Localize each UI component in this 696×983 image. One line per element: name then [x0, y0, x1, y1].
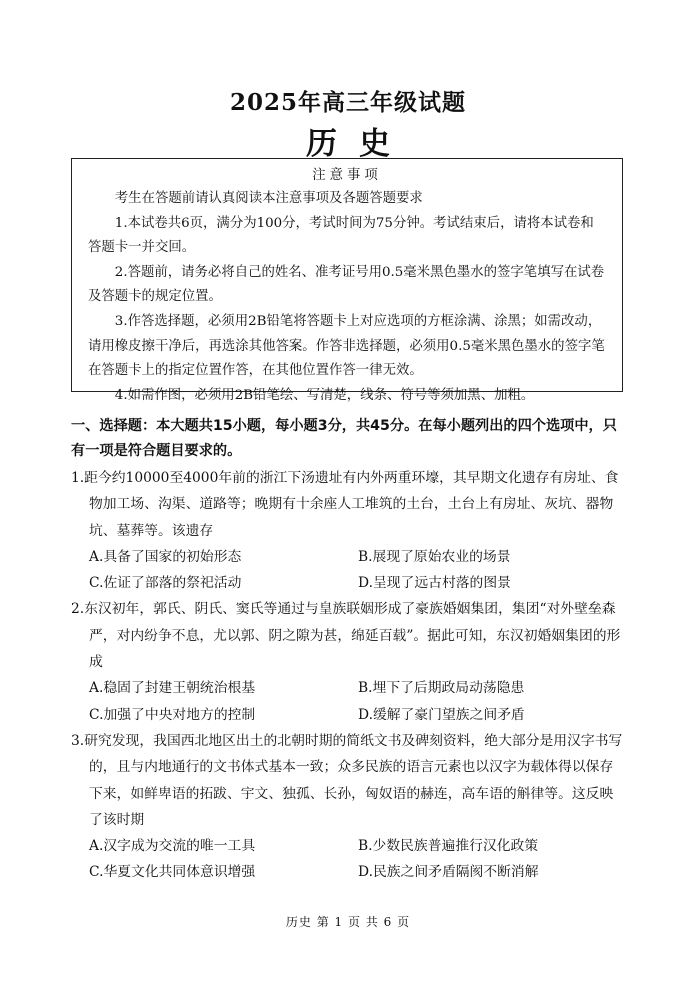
option-a: A.汉字成为交流的唯一工具: [89, 838, 256, 855]
notice-item: 1.本试卷共6页，满分为100分，考试时间为75分钟。考试结束后，请将本试卷和答题卡一并交回。: [88, 215, 594, 256]
page-footer: 历史 第 1 页 共 6 页: [285, 915, 411, 929]
question-3: [71, 728, 627, 886]
option-d: D.呈现了远古村落的图景: [358, 575, 511, 592]
notice-item: 2.答题前，请务必将自己的姓名、准考证号用0.5毫米黑色墨水的签字笔填写在试卷及答题卡的规定位置。: [88, 264, 605, 305]
notice-item: 4.如需作图，必须用2B铅笔绘、写清楚，线条、符号等须加黑、加粗。: [114, 387, 535, 403]
subject-title: 历史: [306, 126, 412, 162]
question-2: [71, 596, 627, 727]
option-a: A.稳固了封建王朝统治根基: [89, 680, 256, 697]
option-b: B.展现了原始农业的场景: [358, 548, 511, 565]
notice-title: 注意事项: [312, 168, 382, 183]
option-d: D.缓解了豪门望族之间矛盾: [358, 706, 525, 723]
option-c: C.华夏文化共同体意识增强: [89, 864, 256, 881]
notice-box: [71, 158, 623, 403]
question-stem: 1.距今约10000至4000年前的浙江下汤遗址有内外两重环壕，其早期文化遗存有房址、食物加工场、沟渠、道路等；晚期有十余座人工堆筑的土台，土台上有房址、灰坑、器物坑、墓葬等。该遗存: [71, 470, 619, 539]
notice-intro: 考生在答题前请认真阅读本注意事项及各题答题要求: [114, 191, 423, 206]
question-stem: 2.东汉初年，郭氏、阴氏、窦氏等通过与皇族联姻形成了豪族婚姻集团，集团“对外壁垒森严，对内纷争不息，尤以郭、阴之隙为甚，绵延百载”。据此可知，东汉初婚姻集团的形成: [71, 601, 621, 671]
option-b: B.少数民族普遍推行汉化政策: [358, 838, 539, 855]
options: [71, 833, 627, 886]
option-c: C.佐证了部落的祭祀活动: [89, 575, 242, 592]
option-d: D.民族之间矛盾隔阂不断消解: [358, 864, 539, 881]
option-b: B.埋下了后期政局动荡隐患: [358, 680, 525, 697]
notice-item: 3.作答选择题，必须用2B铅笔将答题卡上对应选项的方框涂满、涂黑；如需改动，请用橡皮擦干净后，再选涂其他答案。作答非选择题，必须用0.5毫米黑色墨水的签字笔在答题卡上的指定位置作答，在其他位置作答一律无效。: [88, 313, 605, 379]
question-list: [71, 465, 627, 886]
section-heading: 一、选择题：本大题共15小题，每小题3分，共45分。在每小题列出的四个选项中，只有一项是符合题目要求的。: [71, 418, 617, 459]
options: [71, 544, 627, 597]
option-c: C.加强了中央对地方的控制: [89, 706, 256, 723]
question-1: [71, 465, 627, 596]
exam-title: 2025年高三年级试题: [229, 89, 466, 116]
option-a: A.具备了国家的初始形态: [89, 548, 242, 565]
question-stem: 3.研究发现，我国西北地区出土的北朝时期的简纸文书及碑刻资料，绝大部分是用汉字书写的，且与内地通行的文书体式基本一致；众多民族的语言元素也以汉字为载体得以保存下来，如鲜卑语的拓跋、宇文、独孤、长孙，匈奴语的赫连，高车语的斛律等。这反映了该时期: [71, 732, 623, 828]
options: [71, 675, 627, 728]
